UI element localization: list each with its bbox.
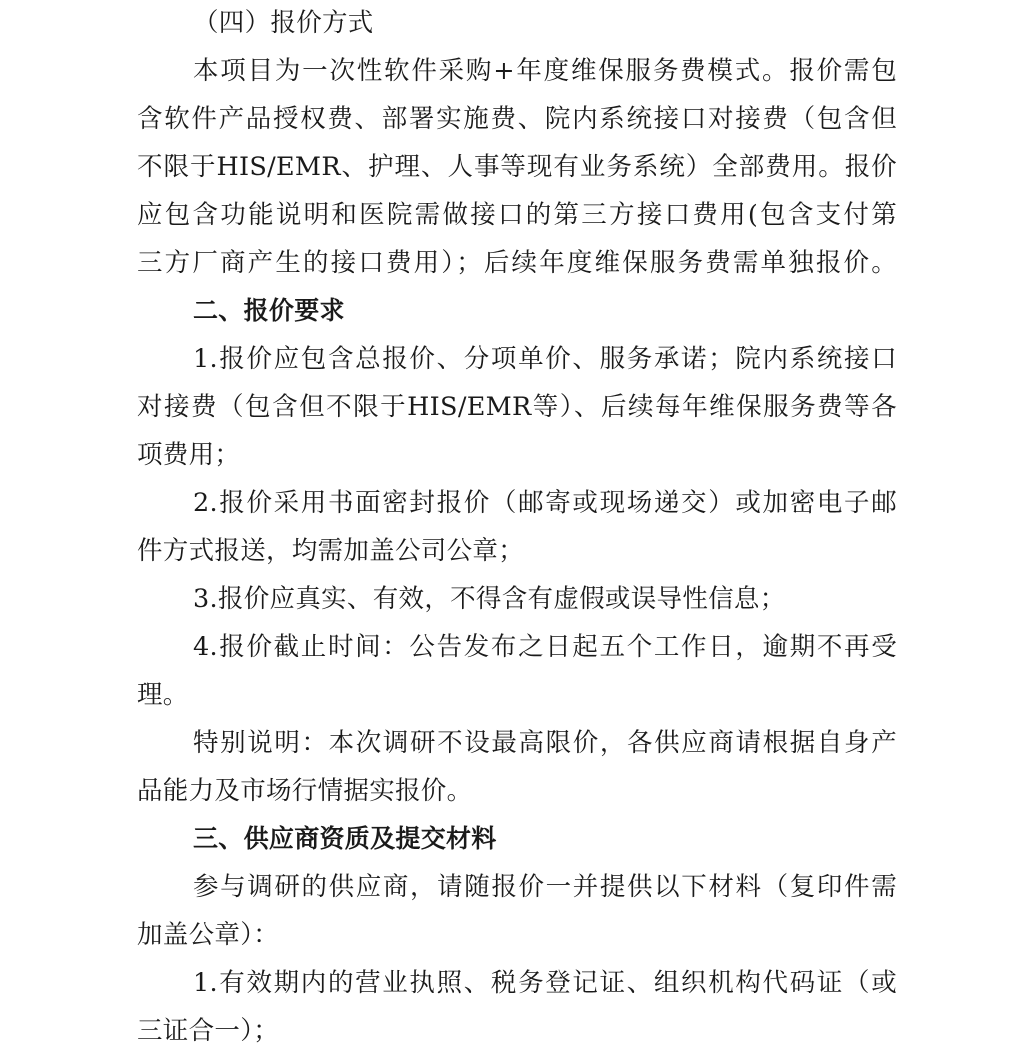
list-item-line: 件方式报送，均需加盖公司公章； bbox=[137, 536, 525, 566]
paragraph-line: 参与调研的供应商，请随报价一并提供以下材料（复印件需 bbox=[193, 872, 897, 902]
list-item-line: 3.报价应真实、有效，不得含有虚假或误导性信息； bbox=[193, 584, 786, 614]
list-item-line: 2.报价采用书面密封报价（邮寄或现场递交）或加密电子邮 bbox=[193, 488, 897, 518]
list-item-line: 项费用； bbox=[137, 440, 241, 470]
list-item-line: 对接费（包含但不限于HIS/EMR等）、后续每年维保服务费等各 bbox=[137, 392, 897, 422]
paragraph-line: 加盖公章）： bbox=[137, 920, 280, 950]
paragraph-line: 本项目为一次性软件采购+年度维保服务费模式。报价需包 bbox=[193, 56, 897, 86]
list-item-line: 理。 bbox=[137, 680, 189, 710]
list-item-line: 1.报价应包含总报价、分项单价、服务承诺；院内系统接口 bbox=[193, 344, 897, 374]
subsection-title-quote-method: （四）报价方式 bbox=[193, 8, 374, 38]
list-item-line: 三证合一）； bbox=[137, 1016, 280, 1046]
section-title-quote-requirements: 二、报价要求 bbox=[193, 296, 345, 325]
paragraph-line: 应包含功能说明和医院需做接口的第三方接口费用(包含支付第 bbox=[137, 200, 897, 230]
special-note-line: 品能力及市场行情据实报价。 bbox=[137, 776, 473, 806]
list-item-line: 1.有效期内的营业执照、税务登记证、组织机构代码证（或 bbox=[193, 968, 897, 998]
paragraph-line: 三方厂商产生的接口费用）；后续年度维保服务费需单独报价。 bbox=[137, 248, 897, 278]
paragraph-line: 含软件产品授权费、部署实施费、院内系统接口对接费（包含但 bbox=[137, 104, 897, 134]
list-item-line: 4.报价截止时间：公告发布之日起五个工作日，逾期不再受 bbox=[193, 632, 897, 662]
special-note-line: 特别说明：本次调研不设最高限价，各供应商请根据自身产 bbox=[193, 728, 897, 758]
paragraph-line: 不限于HIS/EMR、护理、人事等现有业务系统）全部费用。报价 bbox=[137, 152, 897, 182]
section-title-supplier-qualifications: 三、供应商资质及提交材料 bbox=[193, 824, 497, 853]
